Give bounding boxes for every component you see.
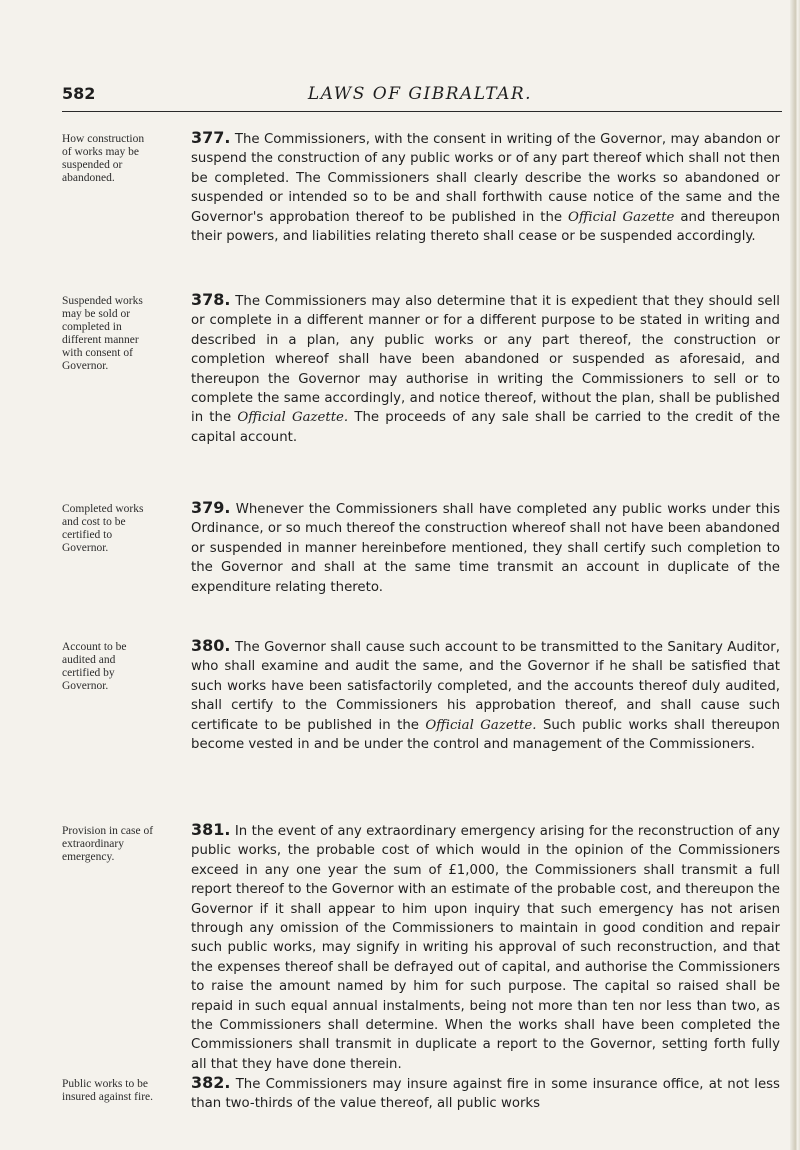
marginal-note: Public works to be insured against fire. — [62, 1078, 154, 1103]
section-text-a: Whenever the Commissioners shall have completed any public works under this Ordinance, or so much thereof the construction whereof shall not have been abandoned or suspended in manner hereinbefore mentioned, they shall certify such completion to the Governor and shall at the same time transmit an account in duplicate of the expenditure relating thereto. — [191, 502, 780, 595]
gazette-title: Official Gazette. — [425, 717, 537, 733]
section-text-a: The Commissioners may insure against fire in some insurance office, at not less than two-thirds of the value thereof, all public works — [191, 1077, 780, 1112]
gazette-title: Official Gazette — [568, 209, 675, 225]
running-head: LAWS OF GIBRALTAR. — [307, 84, 533, 104]
section-text-b: The proceeds of any sale shall be carried to the credit of the capital account. — [191, 410, 781, 445]
marginal-note: Completed works and cost to be certified to Governor. — [62, 503, 144, 554]
section-text-a: The Commissioners, with the consent in writing of the Governor, may abandon or suspend the construction of any public works or of any part thereof which shall not then be completed. The Commissioners shall clearly describe the works so abandoned or suspended or intended so to be and shall forthwith cause notice of the same and the Governor's approbation thereof to be published in the — [191, 132, 780, 225]
section-text-a: The Governor shall cause such account to be transmitted to the Sanitary Auditor, who shall examine and audit the same, and the Governor if he shall be satisfied that such works have been satisfactorily completed, and the accounts thereof duly audited, shall certify to the Commissioners his approbation thereof, and shall cause such certificate to be published in the — [191, 640, 780, 733]
section-text-a: The Commissioners may also determine that it is expedient that they should sell or complete in a different manner or for a different purpose to be stated in writing and described in a plan, any public works or any part thereof, the construction or completion whereof shall have been abandoned or suspended as aforesaid, and thereupon the Governor may authorise in writing the Commissioners to sell or to complete the same accordingly, and notice thereof, without the plan, shall be published in the — [191, 294, 780, 426]
section-text — [191, 820, 780, 1074]
section-number: 379. — [191, 498, 231, 517]
section-number: 377. — [191, 128, 231, 147]
section-text — [191, 290, 780, 447]
section-number: 378. — [191, 290, 231, 309]
section-text — [191, 128, 780, 246]
section-text — [191, 498, 780, 597]
page-header — [62, 84, 778, 106]
page-number: 582 — [62, 84, 96, 103]
section-text — [191, 1073, 780, 1114]
marginal-note: Account to be audited and certified by Governor. — [62, 641, 127, 692]
marginal-note: How construction of works may be suspended or abandoned. — [62, 133, 145, 184]
gazette-title: Official Gazette. — [237, 410, 349, 426]
header-rule — [62, 111, 782, 112]
section-text-b: Such public works shall thereupon become vested in and be under the control and management of the Commissioners. — [191, 717, 780, 753]
section-number: 380. — [191, 636, 231, 655]
section-text — [191, 636, 780, 754]
marginal-note: Suspended works may be sold or completed in different manner with consent of Governor. — [62, 295, 143, 372]
page-edge — [790, 0, 800, 1150]
marginal-note: Provision in case of extraordinary emergency. — [62, 825, 154, 863]
section-number: 382. — [191, 1073, 231, 1092]
section-number: 381. — [191, 820, 231, 839]
section-text-b: and thereupon their powers, and liabilities relating thereto shall cease or be suspended accordingly. — [191, 209, 780, 245]
section-text-a: In the event of any extraordinary emergency arising for the reconstruction of any public works, the probable cost of which would in the opinion of the Commissioners exceed in any one year the sum of £1,000, the Commissioners shall transmit a full report thereof to the Governor with an estimate of the probable cost, and thereupon the Governor if it shall appear to him upon inquiry that such emergency has not arisen through any omission of the Commissioners to maintain in good condition and repair such public works, may signify in writing his approval of such reconstruction, and that the expenses thereof shall be defrayed out of capital, and authorise the Commissioners to raise the amount named by him for such purpose. The capital so raised shall be repaid in such equal annual instalments, being not more than ten nor less than two, as the Commissioners shall determine. When the works shall have been completed the Commissioners shall transmit in duplicate a report to the Governor, setting forth fully all that they have done therein. — [191, 824, 780, 1072]
